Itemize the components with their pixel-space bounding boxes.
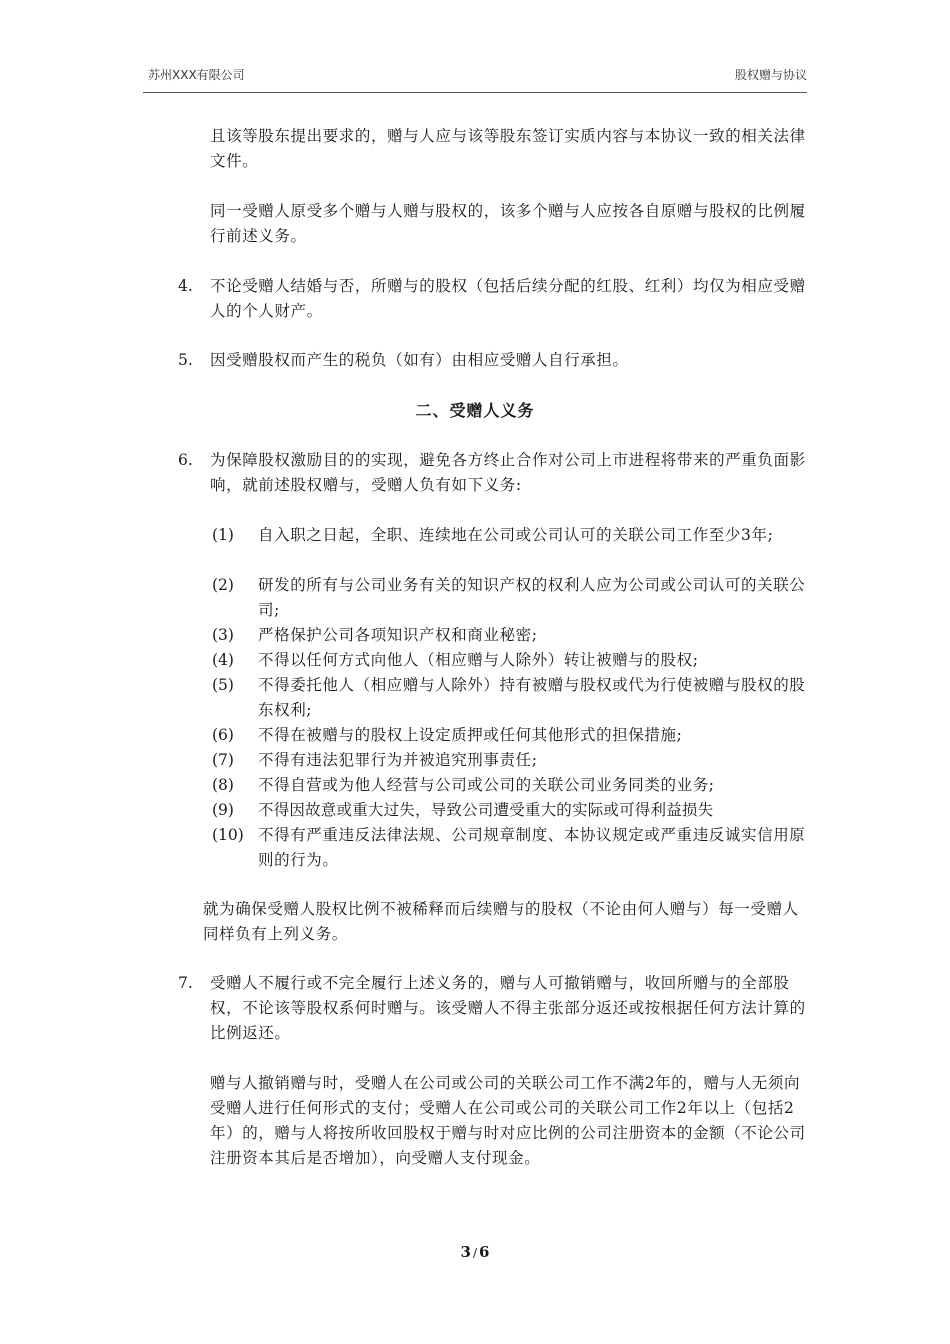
list-item-text: 不得委托他人（相应赠与人除外）持有被赠与股权或代为行使被赠与股权的股东权利; [258,676,806,719]
list-item-number: (3) [212,626,234,644]
list-item-text: 不得因故意或重大过失，导致公司遭受重大的实际或可得利益损失 [258,801,714,819]
list-item-text: 不得有严重违反法律法规、公司规章制度、本协议规定或严重违反诚实信用原则的行为。 [258,826,806,869]
list-item-text: 不得以任何方式向他人（相应赠与人除外）转让被赠与的股权; [258,651,699,669]
list-item-text: 不得在被赠与的股权上设定质押或任何其他形式的担保措施; [258,726,683,744]
clause-7-text: 受赠人不履行或不完全履行上述义务的，赠与人可撤销赠与，收回所赠与的全部股权，不论该等股权系何时赠与。该受赠人不得主张部分返还或按根据任何方法计算的比例返还。 [210,974,806,1042]
clause-5-number: 5. [178,351,193,369]
intro-paragraph-2: 同一受赠人原受多个赠与人赠与股权的，该多个赠与人应按各自原赠与股权的比例履行前述义务。 [210,202,806,245]
list-item-number: (4) [212,651,234,669]
list-item-number: (10) [212,826,244,844]
header-divider [143,92,807,93]
intro-paragraph-1: 且该等股东提出要求的，赠与人应与该等股东签订实质内容与本协议一致的相关法律文件。 [210,127,806,170]
list-item-number: (7) [212,751,234,769]
page-separator: / [472,1246,478,1260]
clause-7-number: 7. [178,974,193,992]
clause-6-closing: 就为确保受赠人股权比例不被稀释而后续赠与的股权（不论由何人赠与）每一受赠人同样负有上列义务。 [203,900,799,943]
list-item-number: (8) [212,776,234,794]
clause-7-paragraph-2: 赠与人撤销赠与时，受赠人在公司或公司的关联公司工作不满2年的，赠与人无须向受赠人进行任何形式的支付；受赠人在公司或公司的关联公司工作2年以上（包括2年）的，赠与人将按所收回股权于赠与时对应比例的公司注册资本的金额（不论公司注册资本其后是否增加），向受赠人支付现金。 [210,1074,806,1167]
list-item-text: 不得自营或为他人经营与公司或公司的关联公司业务同类的业务; [258,776,715,794]
page-current: 3 [460,1243,471,1261]
list-item-number: (9) [212,801,234,819]
clause-6-text: 为保障股权激励目的的实现，避免各方终止合作对公司上市进程将带来的严重负面影响，就前述股权赠与，受赠人负有如下义务: [210,451,806,494]
list-item-number: (5) [212,676,234,694]
list-item-text: 严格保护公司各项知识产权和商业秘密; [258,626,538,644]
list-item-number: (2) [212,576,234,594]
clause-4-number: 4. [178,277,193,295]
clause-6-number: 6. [178,451,193,469]
header-company: 苏州XXX有限公司 [148,68,245,82]
page-total: 6 [479,1243,490,1261]
list-item-number: (6) [212,726,234,744]
list-item-text: 自入职之日起，全职、连续地在公司或公司认可的关联公司工作至少3年; [258,526,774,544]
clause-5-text: 因受赠股权而产生的税负（如有）由相应受赠人自行承担。 [210,351,629,369]
list-item-text: 研发的所有与公司业务有关的知识产权的权利人应为公司或公司认可的关联公司; [258,576,806,619]
section-title: 二、受赠人义务 [415,401,535,420]
clause-4-text: 不论受赠人结婚与否，所赠与的股权（包括后续分配的红股、红利）均仅为相应受赠人的个人财产。 [210,277,806,320]
header-doc-title: 股权赠与协议 [734,68,807,82]
page-number [0,1243,950,1261]
list-item-text: 不得有违法犯罪行为并被追究刑事责任; [258,751,538,769]
list-item-number: (1) [212,526,234,544]
